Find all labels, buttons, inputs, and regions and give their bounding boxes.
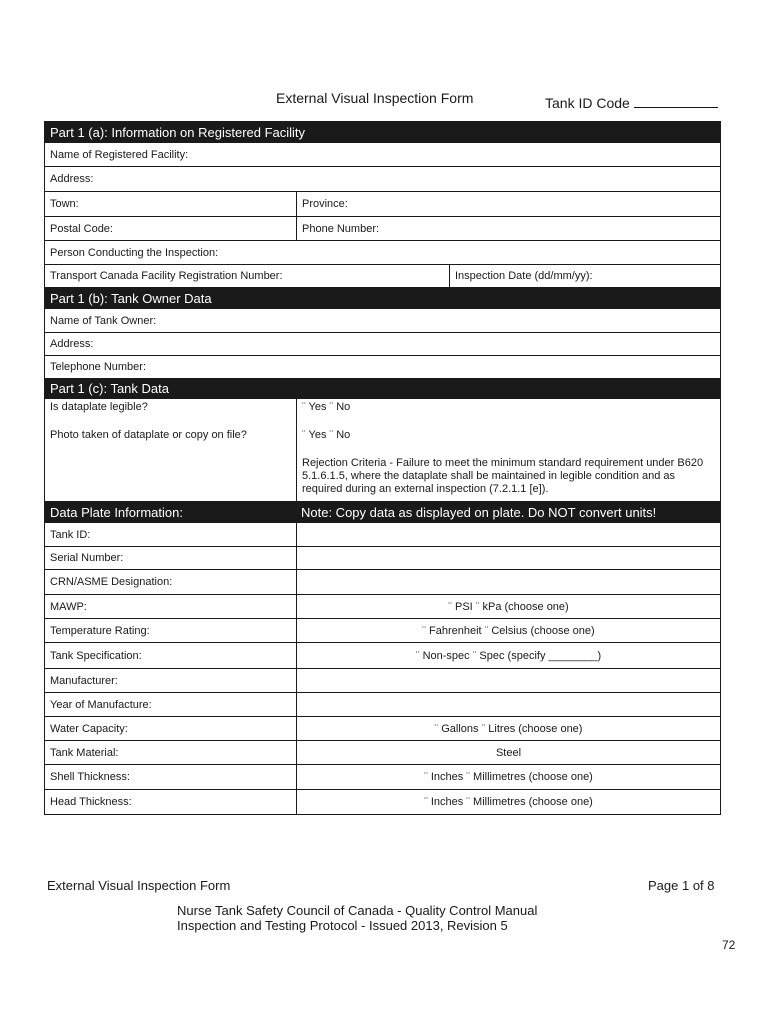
tank-id-code <box>545 95 718 111</box>
rejection-criteria-text: Rejection Criteria - Failure to meet the minimum standard requirement under B620 5.1.6.1.5, where the dataplate shall be maintained in legible condition and as required during an external inspection (7.2.1.1 [e]). <box>302 457 704 495</box>
field-label: Year of Manufacture: <box>50 698 152 711</box>
field-label: Province: <box>296 192 720 216</box>
form-row[interactable] <box>45 309 720 333</box>
footer-line-2: Inspection and Testing Protocol - Issued 2013, Revision 5 <box>177 918 508 933</box>
field-value[interactable] <box>296 547 720 569</box>
dataplate-row[interactable] <box>45 595 720 619</box>
dataplate-rows <box>45 523 720 814</box>
field-label: Shell Thickness: <box>50 771 130 783</box>
field-label: Town: <box>50 198 79 210</box>
dataplate-row[interactable] <box>45 790 720 814</box>
form-row[interactable] <box>45 167 720 192</box>
field-value[interactable]: ¨ Inches ¨ Millimetres (choose one) <box>296 765 720 789</box>
field-value[interactable]: ¨ Gallons ¨ Litres (choose one) <box>296 717 720 740</box>
form-row[interactable] <box>45 265 720 288</box>
footer-form-name: External Visual Inspection Form <box>47 878 231 893</box>
section-header-part1b <box>45 288 720 309</box>
field-label: Tank ID: <box>50 528 91 541</box>
field-value[interactable]: ¨ Inches ¨ Millimetres (choose one) <box>296 790 720 814</box>
field-label: Address: <box>50 338 94 350</box>
field-value[interactable]: ¨ PSI ¨ kPa (choose one) <box>296 595 720 618</box>
field-label: Address: <box>50 173 94 185</box>
dataplate-row[interactable] <box>45 547 720 570</box>
photo-yes-no-checkboxes[interactable]: ¨ Yes ¨ No <box>302 429 351 441</box>
field-label: Tank Material: <box>50 746 119 759</box>
field-value[interactable] <box>296 669 720 692</box>
field-label: CRN/ASME Designation: <box>50 576 173 588</box>
section-header-part1a <box>45 122 720 143</box>
field-label: Head Thickness: <box>50 796 132 808</box>
field-label: Temperature Rating: <box>50 624 150 637</box>
section-header-dataplate <box>45 502 720 523</box>
page-number: 72 <box>722 938 736 952</box>
dataplate-row[interactable] <box>45 643 720 669</box>
field-value[interactable] <box>296 693 720 716</box>
dataplate-note: Note: Copy data as displayed on plate. Do NOT convert units! <box>301 504 657 520</box>
question-photo-taken: Photo taken of dataplate or copy on file? <box>50 429 247 441</box>
field-value[interactable] <box>296 570 720 594</box>
footer-manual-info <box>177 903 537 933</box>
field-label: Manufacturer: <box>50 674 118 687</box>
dataplate-row[interactable] <box>45 570 720 595</box>
field-value[interactable]: Steel <box>296 741 720 764</box>
dataplate-row[interactable] <box>45 619 720 643</box>
form-row[interactable] <box>45 333 720 356</box>
field-label: Inspection Date (dd/mm/yy): <box>449 265 720 287</box>
field-label: Name of Registered Facility: <box>50 148 189 161</box>
field-label: Name of Tank Owner: <box>50 314 157 327</box>
field-label: Tank Specification: <box>50 649 142 662</box>
section-title: Part 1 (a): Information on Registered Facility <box>50 124 306 140</box>
footer-page-count: Page 1 of 8 <box>648 878 715 893</box>
dataplate-row[interactable] <box>45 669 720 693</box>
field-value[interactable]: ¨ Fahrenheit ¨ Celsius (choose one) <box>296 619 720 642</box>
question-dataplate-legible: Is dataplate legible? <box>50 401 148 413</box>
field-label: Telephone Number: <box>50 361 147 373</box>
dataplate-row[interactable] <box>45 693 720 717</box>
field-label: Person Conducting the Inspection: <box>50 246 219 259</box>
dataplate-row[interactable] <box>45 741 720 765</box>
form-row[interactable] <box>45 143 720 167</box>
tank-data-questions <box>45 399 296 501</box>
field-value[interactable]: ¨ Non-spec ¨ Spec (specify ________) <box>296 643 720 668</box>
form-row[interactable] <box>45 356 720 379</box>
dataplate-row[interactable] <box>45 717 720 741</box>
footer-line-1: Nurse Tank Safety Council of Canada - Quality Control Manual <box>177 903 538 918</box>
field-label: MAWP: <box>50 600 87 613</box>
form-row[interactable] <box>45 192 720 217</box>
tank-data-block <box>45 399 720 502</box>
field-value[interactable] <box>296 523 720 546</box>
section-title: Part 1 (c): Tank Data <box>50 381 169 396</box>
tank-id-blank[interactable] <box>634 96 718 108</box>
field-label: Transport Canada Facility Registration Number: <box>50 270 283 282</box>
inspection-form-table <box>44 121 721 815</box>
section-title: Part 1 (b): Tank Owner Data <box>50 290 212 306</box>
section-title: Data Plate Information: <box>50 504 183 520</box>
form-row[interactable] <box>45 217 720 241</box>
field-label: Postal Code: <box>50 222 113 235</box>
form-title: External Visual Inspection Form <box>276 90 474 106</box>
form-row[interactable] <box>45 241 720 265</box>
field-label: Phone Number: <box>296 217 720 240</box>
dataplate-row[interactable] <box>45 523 720 547</box>
field-label: Water Capacity: <box>50 722 128 735</box>
tank-id-label: Tank ID Code <box>545 95 630 111</box>
dataplate-row[interactable] <box>45 765 720 790</box>
field-label: Serial Number: <box>50 552 124 564</box>
section-header-part1c <box>45 379 720 399</box>
tank-data-answers <box>296 399 720 501</box>
legible-yes-no-checkboxes[interactable]: ¨ Yes ¨ No <box>302 401 351 413</box>
